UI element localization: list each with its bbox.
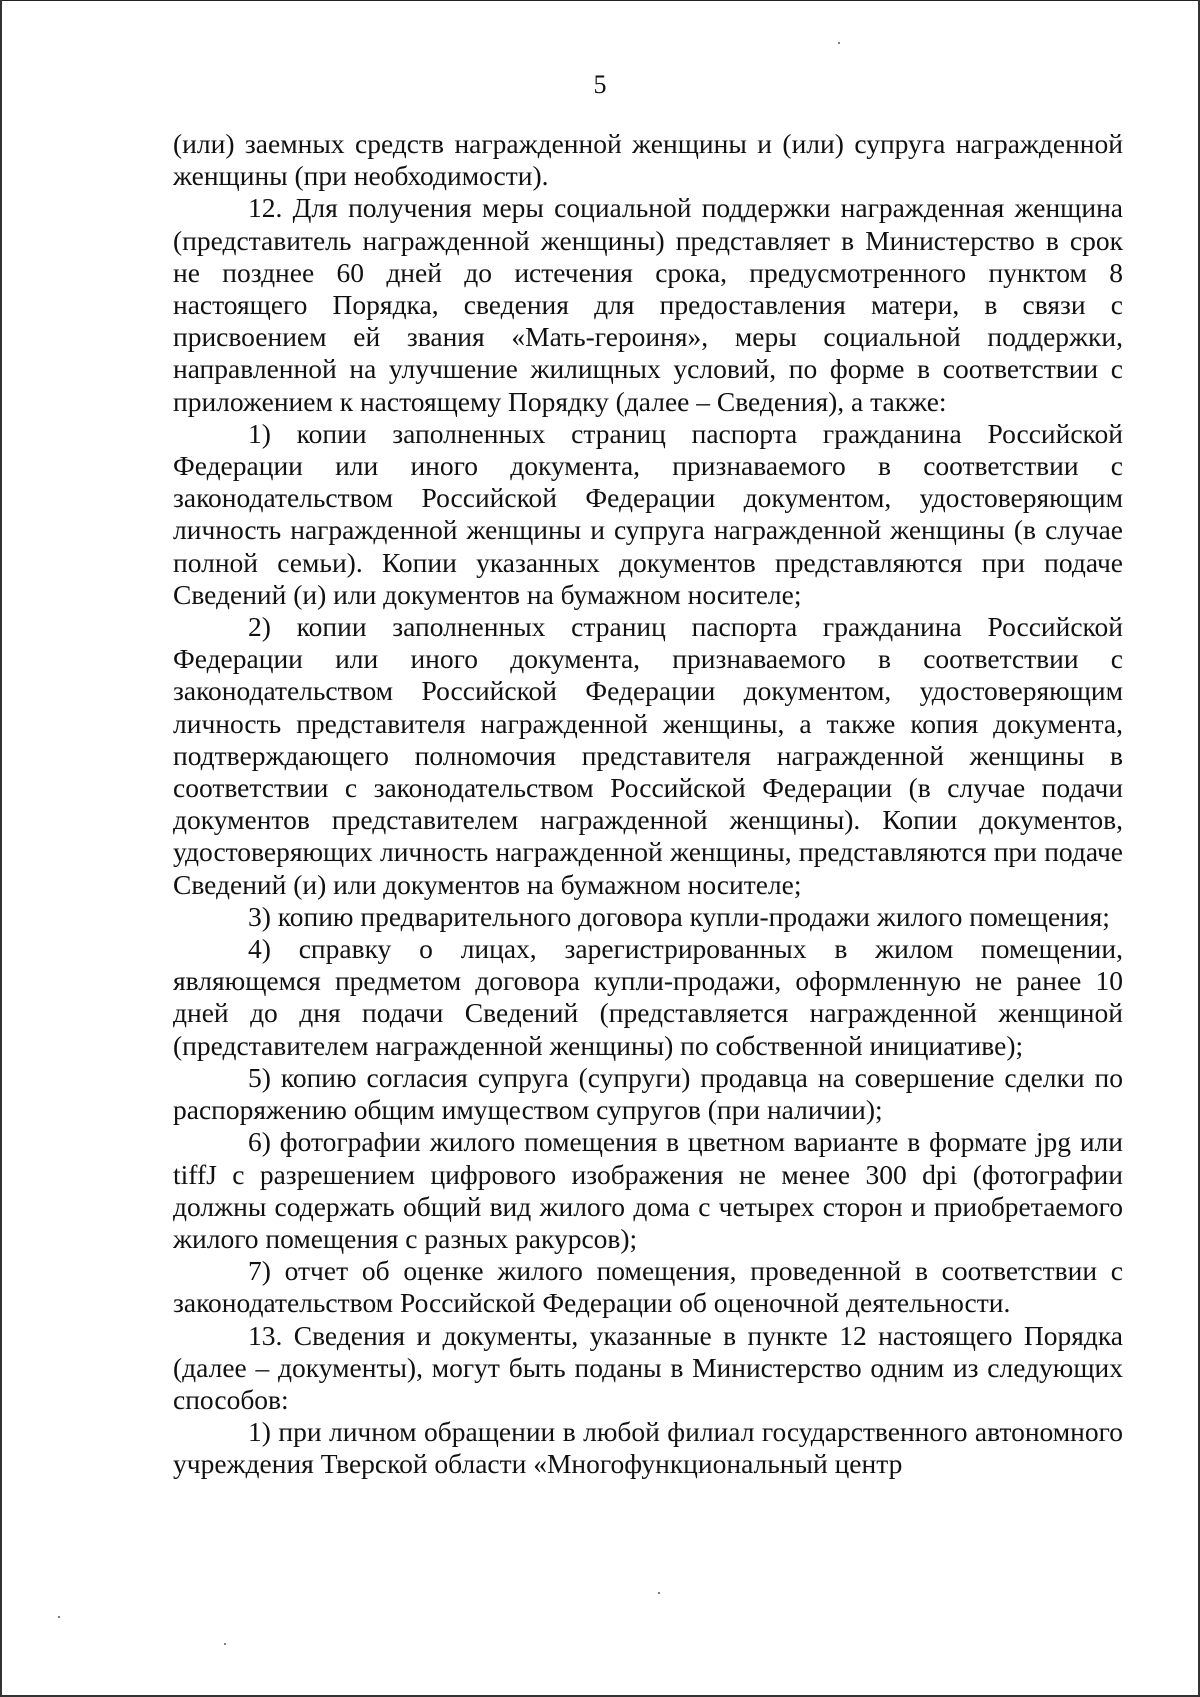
document-body — [173, 128, 1123, 1481]
page-number: 5 — [593, 70, 607, 99]
list-item-12-1: 1) копии заполненных страниц паспорта гражданина Российской Федерации или иного документа, признаваемого в соответствии с законодательством Российской Федерации документом, удостоверяющим личность награжденной женщины и супруга награжденной женщины (в случае полной семьи). Копии указанных документов представляются при подаче Сведений (и) или документов на бумажном носителе; — [173, 417, 1123, 610]
list-item-12-3: 3) копию предварительного договора купли-продажи жилого помещения; — [248, 900, 1110, 932]
scan-speck — [838, 42, 840, 44]
scan-speck — [58, 1616, 60, 1618]
paragraph-continuation: (или) заемных средств награжденной женщины и (или) супруга награжденной женщины (при необходимости). — [173, 128, 1123, 192]
paragraph-item-13: 13. Сведения и документы, указанные в пункте 12 настоящего Порядка (далее – документы), могут быть поданы в Министерство одним из следующих способов: — [173, 1319, 1123, 1415]
paragraph-item-12: 12. Для получения меры социальной поддержки награжденная женщина (представитель награжденной женщины) представляет в Министерство в срок не позднее 60 дней до истечения срока, предусмотренного пунктом 8 настоящего Порядка, сведения для предоставления матери, в связи с присвоением ей звания «Мать-героиня», меры социальной поддержки, направленной на улучшение жилищных условий, по форме в соответствии с приложением к настоящему Порядку (далее – Сведения), а также: — [173, 192, 1123, 417]
scan-speck — [224, 1643, 226, 1645]
list-item-13-1: 1) при личном обращении в любой филиал государственного автономного учреждения Тверской области «Многофункциональный центр — [173, 1416, 1123, 1480]
page-edge-left — [0, 0, 2, 1697]
list-item-12-7: 7) отчет об оценке жилого помещения, проведенной в соответствии с законодательством Российской Федерации об оценочной деятельности. — [173, 1255, 1123, 1319]
list-item-12-4: 4) справку о лицах, зарегистрированных в жилом помещении, являющемся предметом договора купли-продажи, оформленную не ранее 10 дней до дня подачи Сведений (представляется награжденной женщиной (представителем награжденной женщины) по собственной инициативе); — [173, 933, 1123, 1061]
list-item-12-5: 5) копию согласия супруга (супруги) продавца на совершение сделки по распоряжению общим имуществом супругов (при наличии); — [173, 1061, 1123, 1126]
page-edge-top — [0, 0, 1200, 1]
list-item-12-6: 6) фотографии жилого помещения в цветном варианте в формате jpg или tiffJ с разрешением цифрового изображения не менее 300 dpi (фотографии должны содержать общий вид жилого дома с четырех сторон и приобретаемого жилого помещения с разных ракурсов); — [173, 1126, 1123, 1254]
list-item-12-2: 2) копии заполненных страниц паспорта гражданина Российской Федерации или иного документа, признаваемого в соответствии с законодательством Российской Федерации документом, удостоверяющим личность представителя награжденной женщины, а также копия документа, подтверждающего полномочия представителя награжденной женщины в соответствии с законодательством Российской Федерации (в случае подачи документов представителем награжденной женщины). Копии документов, удостоверяющих личность награжденной женщины, представляются при подаче Сведений (и) или документов на бумажном носителе; — [173, 611, 1123, 900]
scan-speck — [658, 1592, 660, 1594]
